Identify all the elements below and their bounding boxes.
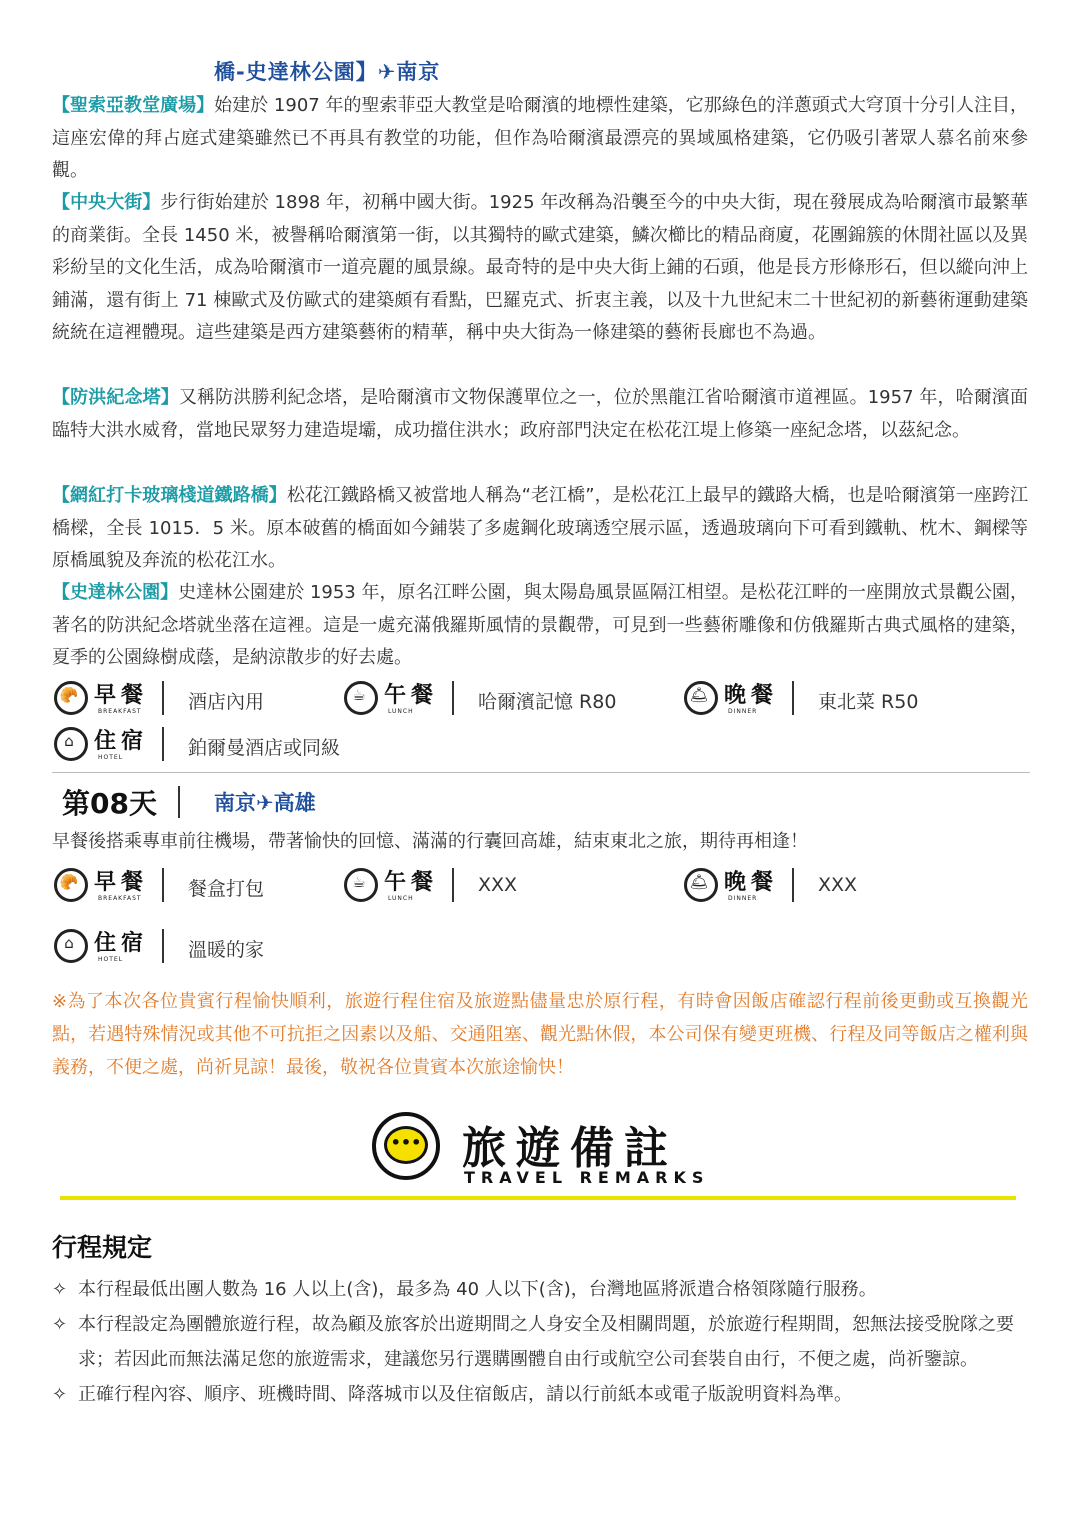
- breakfast-value: 餐盒打包: [188, 878, 265, 900]
- badge-zh: 午餐: [384, 683, 439, 708]
- rules-list: [52, 1272, 1032, 1412]
- badge-en: HOTEL: [98, 956, 124, 963]
- divider: [52, 772, 1030, 773]
- dinner-value: 東北菜 R50: [818, 691, 919, 713]
- cloche-icon: 🛎: [689, 686, 709, 704]
- list-item: ✧ 本行程最低出團人數為 16 人以上(含)，最多為 40 人以下(含)，台灣地區將派遣合格領隊隨行服務。: [52, 1272, 1032, 1307]
- day-label: 第08天: [62, 787, 157, 820]
- breakfast-value: 酒店內用: [188, 691, 265, 713]
- sparkle-icon: ✧: [52, 1279, 68, 1300]
- dinner-badge: [682, 864, 792, 908]
- tag-label: 【聖索亞教堂廣場】: [52, 95, 215, 116]
- lunch-value: XXX: [478, 874, 518, 896]
- dinner-badge: [682, 677, 792, 721]
- sparkle-icon: ✧: [52, 1314, 68, 1335]
- coffee-cup-icon: ☕: [352, 873, 366, 891]
- meal-row-day7: [52, 677, 1032, 721]
- paragraph-stalin-park: [52, 577, 1028, 675]
- badge-en: LUNCH: [388, 708, 414, 715]
- badge-zh: 晚餐: [724, 870, 779, 895]
- tag-label: 【防洪紀念塔】: [52, 387, 179, 408]
- day8-description: 早餐後搭乘專車前往機場，帶著愉快的回憶、滿滿的行囊回高雄，結束東北之旅，期待再相逢！: [52, 831, 808, 852]
- badge-en: DINNER: [728, 895, 758, 902]
- paragraph-central-street: [52, 187, 1028, 350]
- tag-label: 【中央大街】: [52, 192, 161, 213]
- paragraph-text: 步行街始建於 1898 年，初稱中國大街。1925 年改稱為沿襲至今的中央大街，現在發展成為哈爾濱市最繁華的商業街。全長 1450 米，被譽稱哈爾濱第一街，以其獨特的歐式建築，鱗次櫛比的精品商廈，花團錦簇的休閒社區以及異彩紛呈的文化生活，成為哈爾濱市一道亮麗的風景線。最奇特的是中央大街上鋪的石頭，他是長方形條形石，但以縱向沖上鋪滿，還有街上 71 棟歐式及仿歐式的建築頗有看點，巴羅克式、折衷主義，以及十九世紀末二十世紀初的新藝術運動建築統統在這裡體現。這些建築是西方建築藝術的精華，稱中央大街為一條建築的藝術長廊也不為過。: [52, 192, 1029, 344]
- house-icon: ⌂: [64, 934, 74, 952]
- hotel-row-day8: [52, 925, 1032, 969]
- cloche-icon: 🛎: [689, 873, 709, 891]
- remarks-title-zh: 旅遊備註: [462, 1123, 678, 1174]
- tag-label: 【史達林公園】: [52, 582, 179, 603]
- paragraph-glass-bridge: [52, 480, 1028, 578]
- dinner-value: XXX: [818, 874, 858, 896]
- paragraph-sophia-church: [52, 90, 1028, 188]
- badge-zh: 住宿: [94, 729, 149, 754]
- lunch-badge: [342, 864, 452, 908]
- badge-zh: 午餐: [384, 870, 439, 895]
- hotel-row-day7: [52, 723, 1032, 767]
- day-separator: [178, 786, 180, 818]
- sparkle-icon: ✧: [52, 1384, 68, 1405]
- route-heading: 橋-史達林公園】✈南京: [214, 60, 441, 84]
- hotel-value: 溫暖的家: [188, 939, 265, 961]
- remarks-underline: [60, 1196, 1016, 1200]
- hotel-value: 鉑爾曼酒店或同級: [188, 737, 341, 759]
- meal-row-day8: [52, 864, 1032, 908]
- badge-zh: 住宿: [94, 931, 149, 956]
- day-route: 南京✈高雄: [214, 791, 316, 815]
- badge-zh: 晚餐: [724, 683, 779, 708]
- breakfast-badge: [52, 677, 162, 721]
- paragraph-text: 松花江鐵路橋又被當地人稱為“老江橋”，是松花江上最早的鐵路大橋，也是哈爾濱第一座跨江橋樑，全長 1015．5 米。原本破舊的橋面如今鋪裝了多處鋼化玻璃透空展示區，透過玻璃向下可看到鐵軌、枕木、鋼樑等原橋風貌及奔流的松花江水。: [52, 485, 1028, 572]
- house-icon: ⌂: [64, 732, 74, 750]
- lunch-badge: [342, 677, 452, 721]
- badge-en: DINNER: [728, 708, 758, 715]
- tag-label: 【網紅打卡玻璃棧道鐵路橋】: [52, 485, 287, 506]
- badge-en: LUNCH: [388, 895, 414, 902]
- croissant-icon: 🥐: [59, 873, 79, 891]
- paragraph-flood-tower: [52, 382, 1028, 447]
- hotel-badge: [52, 723, 162, 767]
- badge-zh: 早餐: [94, 870, 149, 895]
- badge-zh: 早餐: [94, 683, 149, 708]
- itinerary-note: ※為了本次各位貴賓行程愉快順利，旅遊行程住宿及旅遊點儘量忠於原行程，有時會因飯店確認行程前後更動或互換觀光點，若遇特殊情況或其他不可抗拒之因素以及船、交通阻塞、觀光點休假，本公司保有變更班機、行程及同等飯店之權利與義務，不便之處，尚祈見諒！最後，敬祝各位貴賓本次旅途愉快！: [52, 991, 1028, 1078]
- badge-en: BREAKFAST: [98, 895, 142, 902]
- croissant-icon: 🥐: [59, 686, 79, 704]
- speech-bubble-icon: •••: [372, 1112, 440, 1180]
- badge-en: HOTEL: [98, 754, 124, 761]
- coffee-cup-icon: ☕: [352, 686, 366, 704]
- badge-en: BREAKFAST: [98, 708, 142, 715]
- list-item: ✧ 本行程設定為團體旅遊行程，故為顧及旅客於出遊期間之人身安全及相關問題，於旅遊行程期間，恕無法接受脫隊之要求；若因此而無法滿足您的旅遊需求，建議您另行選購團體自由行或航空公司套裝自由行，不便之處，尚祈鑒諒。: [52, 1307, 1032, 1377]
- section-title: 行程規定: [52, 1233, 153, 1262]
- paragraph-text: 又稱防洪勝利紀念塔，是哈爾濱市文物保護單位之一，位於黑龍江省哈爾濱市道裡區。1957 年，哈爾濱面臨特大洪水威脅，當地民眾努力建造堤壩，成功擋住洪水；政府部門決定在松花江堤上修築一座紀念塔，以茲紀念。: [52, 387, 1028, 441]
- lunch-value: 哈爾濱記憶 R80: [478, 691, 617, 713]
- paragraph-text: 始建於 1907 年的聖索菲亞大教堂是哈爾濱的地標性建築，它那綠色的洋蔥頭式大穹頂十分引人注目，這座宏偉的拜占庭式建築雖然已不再具有教堂的功能，但作為哈爾濱最漂亮的異域風格建築，它仍吸引著眾人慕名前來參觀。: [52, 95, 1029, 182]
- hotel-badge: [52, 925, 162, 969]
- remarks-title-en: TRAVEL REMARKS: [464, 1168, 710, 1187]
- breakfast-badge: [52, 864, 162, 908]
- paragraph-text: 史達林公園建於 1953 年，原名江畔公園，與太陽島風景區隔江相望。是松花江畔的一座開放式景觀公園，著名的防洪紀念塔就坐落在這裡。這是一處充滿俄羅斯風情的景觀帶，可見到一些藝術雕像和仿俄羅斯古典式風格的建築，夏季的公園綠樹成蔭，是納涼散步的好去處。: [52, 582, 1029, 669]
- list-item: ✧ 正確行程內容、順序、班機時間、降落城市以及住宿飯店，請以行前紙本或電子版說明資料為準。: [52, 1377, 1032, 1412]
